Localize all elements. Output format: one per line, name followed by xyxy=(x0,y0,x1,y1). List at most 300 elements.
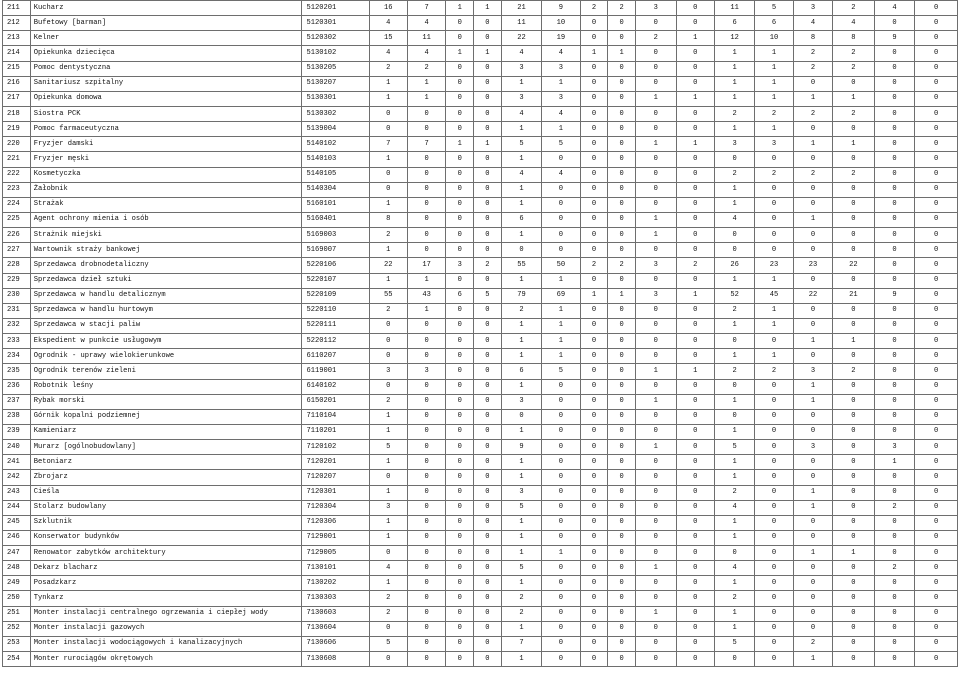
value-cell: 0 xyxy=(580,379,608,394)
value-cell: 0 xyxy=(793,76,832,91)
value-cell: 4 xyxy=(369,16,407,31)
value-cell: 0 xyxy=(676,334,714,349)
occupation-name-cell: Ekspedient w punkcie usługowym xyxy=(30,334,302,349)
value-cell: 52 xyxy=(714,288,755,303)
value-cell: 0 xyxy=(874,243,915,258)
value-cell: 1 xyxy=(542,349,580,364)
value-cell: 0 xyxy=(636,636,677,651)
value-cell: 3 xyxy=(793,1,832,16)
value-cell: 0 xyxy=(407,212,445,227)
value-cell: 0 xyxy=(474,76,502,91)
value-cell: 0 xyxy=(915,500,958,515)
row-number-cell: 219 xyxy=(3,122,31,137)
value-cell: 1 xyxy=(369,515,407,530)
row-number-cell: 220 xyxy=(3,137,31,152)
value-cell: 0 xyxy=(793,122,832,137)
row-number-cell: 245 xyxy=(3,515,31,530)
occupation-code-cell: 5130302 xyxy=(302,106,369,121)
value-cell: 1 xyxy=(369,243,407,258)
value-cell: 0 xyxy=(714,546,755,561)
value-cell: 2 xyxy=(580,1,608,16)
value-cell: 0 xyxy=(474,409,502,424)
value-cell: 0 xyxy=(407,485,445,500)
occupation-code-cell: 5130301 xyxy=(302,91,369,106)
value-cell: 0 xyxy=(874,394,915,409)
value-cell: 6 xyxy=(714,16,755,31)
occupation-code-cell: 5220106 xyxy=(302,258,369,273)
value-cell: 0 xyxy=(874,576,915,591)
value-cell: 0 xyxy=(580,424,608,439)
value-cell: 0 xyxy=(474,31,502,46)
value-cell: 0 xyxy=(636,530,677,545)
value-cell: 0 xyxy=(369,122,407,137)
value-cell: 2 xyxy=(501,591,542,606)
value-cell: 0 xyxy=(474,273,502,288)
value-cell: 3 xyxy=(793,364,832,379)
table-row xyxy=(3,364,958,379)
occupation-name-cell: Stolarz budowlany xyxy=(30,500,302,515)
value-cell: 0 xyxy=(542,243,580,258)
value-cell: 0 xyxy=(608,243,636,258)
occupation-name-cell: Pomoc farmaceutyczna xyxy=(30,122,302,137)
value-cell: 0 xyxy=(793,621,832,636)
value-cell: 0 xyxy=(580,561,608,576)
value-cell: 0 xyxy=(714,243,755,258)
occupation-name-cell: Sprzedawca drobnodetaliczny xyxy=(30,258,302,273)
value-cell: 0 xyxy=(446,76,474,91)
value-cell: 21 xyxy=(501,1,542,16)
row-number-cell: 226 xyxy=(3,228,31,243)
value-cell: 0 xyxy=(833,122,875,137)
value-cell: 4 xyxy=(542,106,580,121)
value-cell: 0 xyxy=(676,106,714,121)
table-body xyxy=(3,1,958,667)
value-cell: 0 xyxy=(446,197,474,212)
value-cell: 0 xyxy=(446,470,474,485)
value-cell: 3 xyxy=(636,288,677,303)
value-cell: 0 xyxy=(446,167,474,182)
value-cell: 0 xyxy=(407,546,445,561)
value-cell: 0 xyxy=(608,228,636,243)
value-cell: 0 xyxy=(676,500,714,515)
value-cell: 3 xyxy=(542,91,580,106)
value-cell: 0 xyxy=(580,576,608,591)
value-cell: 1 xyxy=(446,46,474,61)
value-cell: 1 xyxy=(874,455,915,470)
value-cell: 0 xyxy=(793,409,832,424)
value-cell: 0 xyxy=(608,576,636,591)
value-cell: 0 xyxy=(874,409,915,424)
value-cell: 2 xyxy=(676,258,714,273)
value-cell: 43 xyxy=(407,288,445,303)
value-cell: 0 xyxy=(636,122,677,137)
occupation-name-cell: Bufetowy [barman] xyxy=(30,16,302,31)
value-cell: 0 xyxy=(755,561,793,576)
value-cell: 0 xyxy=(446,530,474,545)
value-cell: 0 xyxy=(446,228,474,243)
value-cell: 2 xyxy=(369,394,407,409)
value-cell: 0 xyxy=(676,1,714,16)
value-cell: 0 xyxy=(608,546,636,561)
value-cell: 0 xyxy=(874,303,915,318)
value-cell: 5 xyxy=(501,500,542,515)
value-cell: 1 xyxy=(636,440,677,455)
value-cell: 1 xyxy=(501,349,542,364)
value-cell: 0 xyxy=(474,652,502,667)
value-cell: 0 xyxy=(915,273,958,288)
value-cell: 3 xyxy=(714,137,755,152)
value-cell: 0 xyxy=(580,515,608,530)
value-cell: 1 xyxy=(755,122,793,137)
value-cell: 0 xyxy=(501,243,542,258)
table-row xyxy=(3,273,958,288)
value-cell: 8 xyxy=(833,31,875,46)
value-cell: 5 xyxy=(369,636,407,651)
value-cell: 0 xyxy=(407,636,445,651)
value-cell: 0 xyxy=(676,243,714,258)
value-cell: 1 xyxy=(369,455,407,470)
value-cell: 0 xyxy=(542,561,580,576)
value-cell: 0 xyxy=(474,561,502,576)
occupation-code-cell: 7110201 xyxy=(302,424,369,439)
value-cell: 0 xyxy=(446,606,474,621)
value-cell: 0 xyxy=(608,182,636,197)
value-cell: 3 xyxy=(542,61,580,76)
occupation-name-cell: Pomoc dentystyczna xyxy=(30,61,302,76)
value-cell: 1 xyxy=(636,606,677,621)
value-cell: 0 xyxy=(833,515,875,530)
value-cell: 4 xyxy=(369,561,407,576)
value-cell: 1 xyxy=(676,288,714,303)
value-cell: 0 xyxy=(608,31,636,46)
value-cell: 0 xyxy=(636,409,677,424)
value-cell: 0 xyxy=(874,197,915,212)
value-cell: 0 xyxy=(915,455,958,470)
value-cell: 0 xyxy=(833,273,875,288)
value-cell: 2 xyxy=(714,303,755,318)
value-cell: 0 xyxy=(915,152,958,167)
table-row xyxy=(3,576,958,591)
value-cell: 0 xyxy=(608,122,636,137)
table-row xyxy=(3,243,958,258)
value-cell: 3 xyxy=(407,364,445,379)
value-cell: 0 xyxy=(676,424,714,439)
value-cell: 4 xyxy=(542,167,580,182)
value-cell: 0 xyxy=(676,576,714,591)
occupation-name-cell: Szklutnik xyxy=(30,515,302,530)
value-cell: 0 xyxy=(793,152,832,167)
value-cell: 0 xyxy=(755,606,793,621)
occupation-name-cell: Strażnik miejski xyxy=(30,228,302,243)
row-number-cell: 213 xyxy=(3,31,31,46)
value-cell: 1 xyxy=(369,76,407,91)
value-cell: 2 xyxy=(833,46,875,61)
occupation-name-cell: Kucharz xyxy=(30,1,302,16)
value-cell: 1 xyxy=(407,91,445,106)
value-cell: 0 xyxy=(793,228,832,243)
value-cell: 1 xyxy=(446,1,474,16)
value-cell: 1 xyxy=(636,212,677,227)
value-cell: 0 xyxy=(608,409,636,424)
value-cell: 0 xyxy=(874,591,915,606)
value-cell: 4 xyxy=(501,46,542,61)
value-cell: 0 xyxy=(755,455,793,470)
value-cell: 10 xyxy=(755,31,793,46)
occupation-name-cell: Sanitariusz szpitalny xyxy=(30,76,302,91)
value-cell: 0 xyxy=(833,455,875,470)
value-cell: 3 xyxy=(501,61,542,76)
value-cell: 0 xyxy=(542,576,580,591)
value-cell: 0 xyxy=(608,106,636,121)
value-cell: 0 xyxy=(580,500,608,515)
value-cell: 0 xyxy=(474,167,502,182)
value-cell: 0 xyxy=(542,409,580,424)
value-cell: 1 xyxy=(636,394,677,409)
value-cell: 0 xyxy=(915,591,958,606)
value-cell: 1 xyxy=(542,318,580,333)
value-cell: 1 xyxy=(501,530,542,545)
value-cell: 0 xyxy=(915,228,958,243)
value-cell: 2 xyxy=(833,61,875,76)
value-cell: 0 xyxy=(407,455,445,470)
value-cell: 0 xyxy=(369,318,407,333)
value-cell: 0 xyxy=(446,621,474,636)
value-cell: 1 xyxy=(474,137,502,152)
value-cell: 0 xyxy=(676,394,714,409)
value-cell: 0 xyxy=(446,500,474,515)
value-cell: 3 xyxy=(369,500,407,515)
value-cell: 0 xyxy=(580,621,608,636)
value-cell: 2 xyxy=(714,485,755,500)
occupation-name-cell: Strażak xyxy=(30,197,302,212)
value-cell: 0 xyxy=(915,606,958,621)
value-cell: 0 xyxy=(676,16,714,31)
table-row xyxy=(3,91,958,106)
occupation-code-cell: 7120301 xyxy=(302,485,369,500)
occupation-code-cell: 5139004 xyxy=(302,122,369,137)
value-cell: 0 xyxy=(874,379,915,394)
occupation-code-cell: 5220111 xyxy=(302,318,369,333)
value-cell: 0 xyxy=(608,636,636,651)
value-cell: 0 xyxy=(793,243,832,258)
value-cell: 0 xyxy=(407,561,445,576)
value-cell: 0 xyxy=(755,500,793,515)
occupation-code-cell: 5140102 xyxy=(302,137,369,152)
value-cell: 0 xyxy=(755,636,793,651)
value-cell: 3 xyxy=(636,258,677,273)
value-cell: 0 xyxy=(636,303,677,318)
value-cell: 0 xyxy=(915,122,958,137)
value-cell: 0 xyxy=(636,576,677,591)
value-cell: 9 xyxy=(501,440,542,455)
value-cell: 0 xyxy=(474,379,502,394)
table-row xyxy=(3,652,958,667)
value-cell: 0 xyxy=(542,424,580,439)
value-cell: 0 xyxy=(874,364,915,379)
value-cell: 1 xyxy=(580,46,608,61)
value-cell: 0 xyxy=(676,621,714,636)
value-cell: 4 xyxy=(501,106,542,121)
occupation-code-cell: 7130606 xyxy=(302,636,369,651)
value-cell: 1 xyxy=(793,212,832,227)
value-cell: 6 xyxy=(501,212,542,227)
row-number-cell: 254 xyxy=(3,652,31,667)
value-cell: 0 xyxy=(755,424,793,439)
value-cell: 0 xyxy=(542,515,580,530)
value-cell: 0 xyxy=(793,606,832,621)
value-cell: 11 xyxy=(714,1,755,16)
value-cell: 0 xyxy=(874,606,915,621)
value-cell: 0 xyxy=(833,485,875,500)
value-cell: 0 xyxy=(676,652,714,667)
value-cell: 0 xyxy=(755,152,793,167)
value-cell: 0 xyxy=(608,455,636,470)
value-cell: 0 xyxy=(676,46,714,61)
value-cell: 0 xyxy=(874,652,915,667)
value-cell: 0 xyxy=(714,379,755,394)
value-cell: 0 xyxy=(636,546,677,561)
value-cell: 0 xyxy=(580,152,608,167)
value-cell: 0 xyxy=(915,106,958,121)
value-cell: 0 xyxy=(636,652,677,667)
row-number-cell: 217 xyxy=(3,91,31,106)
value-cell: 0 xyxy=(874,152,915,167)
occupation-code-cell: 5130205 xyxy=(302,61,369,76)
value-cell: 0 xyxy=(407,379,445,394)
value-cell: 0 xyxy=(446,652,474,667)
value-cell: 5 xyxy=(542,364,580,379)
value-cell: 0 xyxy=(474,515,502,530)
value-cell: 0 xyxy=(542,500,580,515)
row-number-cell: 242 xyxy=(3,470,31,485)
value-cell: 0 xyxy=(542,606,580,621)
value-cell: 1 xyxy=(501,76,542,91)
value-cell: 0 xyxy=(446,122,474,137)
value-cell: 0 xyxy=(580,197,608,212)
value-cell: 0 xyxy=(542,621,580,636)
value-cell: 0 xyxy=(915,621,958,636)
table-row xyxy=(3,16,958,31)
value-cell: 0 xyxy=(676,318,714,333)
occupation-name-cell: Sprzedawca w handlu detalicznym xyxy=(30,288,302,303)
value-cell: 16 xyxy=(369,1,407,16)
value-cell: 50 xyxy=(542,258,580,273)
value-cell: 0 xyxy=(542,440,580,455)
value-cell: 0 xyxy=(636,485,677,500)
occupation-name-cell: Górnik kopalni podziemnej xyxy=(30,409,302,424)
value-cell: 1 xyxy=(369,152,407,167)
value-cell: 1 xyxy=(474,1,502,16)
value-cell: 0 xyxy=(580,182,608,197)
value-cell: 1 xyxy=(369,273,407,288)
value-cell: 0 xyxy=(833,652,875,667)
value-cell: 0 xyxy=(542,455,580,470)
value-cell: 0 xyxy=(608,16,636,31)
value-cell: 0 xyxy=(755,440,793,455)
row-number-cell: 253 xyxy=(3,636,31,651)
value-cell: 0 xyxy=(474,197,502,212)
value-cell: 0 xyxy=(580,16,608,31)
value-cell: 0 xyxy=(446,409,474,424)
value-cell: 1 xyxy=(714,349,755,364)
value-cell: 0 xyxy=(636,182,677,197)
value-cell: 2 xyxy=(369,606,407,621)
value-cell: 0 xyxy=(714,652,755,667)
table-row xyxy=(3,591,958,606)
value-cell: 4 xyxy=(542,46,580,61)
row-number-cell: 246 xyxy=(3,530,31,545)
value-cell: 0 xyxy=(474,364,502,379)
value-cell: 0 xyxy=(755,621,793,636)
table-row xyxy=(3,61,958,76)
table-row xyxy=(3,303,958,318)
value-cell: 1 xyxy=(501,576,542,591)
value-cell: 0 xyxy=(446,334,474,349)
value-cell: 0 xyxy=(474,122,502,137)
row-number-cell: 229 xyxy=(3,273,31,288)
value-cell: 8 xyxy=(793,31,832,46)
value-cell: 0 xyxy=(636,76,677,91)
value-cell: 1 xyxy=(833,546,875,561)
value-cell: 1 xyxy=(714,530,755,545)
value-cell: 0 xyxy=(676,561,714,576)
value-cell: 0 xyxy=(676,197,714,212)
value-cell: 0 xyxy=(580,394,608,409)
value-cell: 0 xyxy=(676,455,714,470)
occupation-code-cell: 6140102 xyxy=(302,379,369,394)
value-cell: 2 xyxy=(755,167,793,182)
value-cell: 0 xyxy=(474,636,502,651)
value-cell: 0 xyxy=(714,152,755,167)
value-cell: 1 xyxy=(501,515,542,530)
occupation-name-cell: Posadzkarz xyxy=(30,576,302,591)
value-cell: 1 xyxy=(714,197,755,212)
value-cell: 0 xyxy=(676,515,714,530)
value-cell: 0 xyxy=(793,576,832,591)
value-cell: 0 xyxy=(608,424,636,439)
value-cell: 0 xyxy=(446,318,474,333)
value-cell: 0 xyxy=(793,561,832,576)
value-cell: 0 xyxy=(580,31,608,46)
value-cell: 0 xyxy=(446,515,474,530)
table-row xyxy=(3,46,958,61)
value-cell: 0 xyxy=(542,379,580,394)
value-cell: 3 xyxy=(755,137,793,152)
value-cell: 19 xyxy=(542,31,580,46)
value-cell: 0 xyxy=(446,394,474,409)
value-cell: 0 xyxy=(608,470,636,485)
value-cell: 0 xyxy=(580,606,608,621)
value-cell: 0 xyxy=(636,152,677,167)
value-cell: 1 xyxy=(714,318,755,333)
value-cell: 0 xyxy=(874,212,915,227)
value-cell: 1 xyxy=(793,652,832,667)
value-cell: 0 xyxy=(474,334,502,349)
value-cell: 0 xyxy=(580,364,608,379)
row-number-cell: 223 xyxy=(3,182,31,197)
value-cell: 1 xyxy=(501,182,542,197)
table-row xyxy=(3,122,958,137)
value-cell: 1 xyxy=(714,46,755,61)
value-cell: 0 xyxy=(874,485,915,500)
value-cell: 0 xyxy=(714,334,755,349)
value-cell: 0 xyxy=(793,349,832,364)
value-cell: 0 xyxy=(407,197,445,212)
value-cell: 45 xyxy=(755,288,793,303)
value-cell: 1 xyxy=(676,91,714,106)
value-cell: 1 xyxy=(714,621,755,636)
row-number-cell: 212 xyxy=(3,16,31,31)
